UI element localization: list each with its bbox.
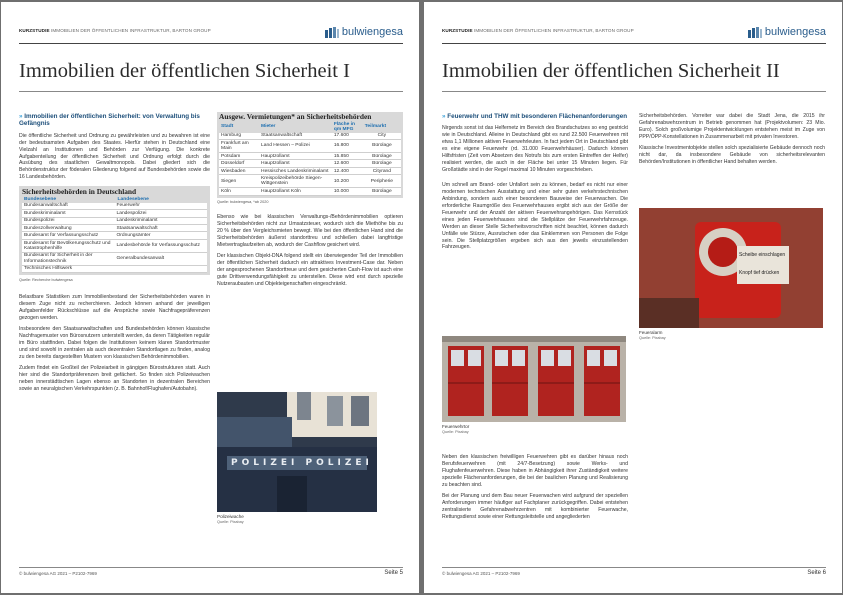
right-column	[639, 113, 825, 170]
table-source: Quelle: Recherche bulwiengesa	[19, 278, 73, 283]
logo-mark-icon	[748, 27, 762, 38]
table-row	[219, 152, 401, 159]
table-cell: City	[363, 133, 401, 140]
left-column-lower	[442, 454, 628, 525]
page-right	[424, 2, 842, 593]
logo-mark-icon	[325, 27, 339, 38]
table-cell: 12.600	[332, 160, 363, 167]
table-header: Fläche in qm MFG	[333, 121, 356, 132]
left-column	[442, 113, 628, 256]
table-cell: 15.850	[332, 152, 363, 159]
title-rule	[442, 91, 826, 92]
table-cell: Potsdam	[219, 152, 259, 159]
table-row	[219, 140, 401, 153]
table-header: Bundesebene	[24, 196, 57, 202]
table-row	[219, 133, 401, 140]
table-cell: Feuerwehr	[115, 203, 208, 210]
table-row	[219, 175, 401, 188]
table-cell: Bürolage	[363, 160, 401, 167]
table-cell: Land Hessen – Polizei	[259, 140, 332, 153]
police-station-photo	[217, 392, 377, 512]
authorities-table	[19, 186, 210, 275]
table-cell: Staatsanwaltschaft	[259, 133, 332, 140]
title-rule	[19, 91, 403, 92]
table-cell: Bundesamt für Sicherheit in der Informationstechnik	[22, 252, 115, 265]
table-cell	[115, 265, 208, 272]
table-header: Mieter	[261, 124, 276, 130]
table-cell: Wiesbaden	[219, 167, 259, 174]
table-source: Quelle: bulwiengesa, *ab 2020	[217, 200, 269, 205]
photo-caption: Feuerwehrtor Quelle: Pixabay	[442, 424, 470, 434]
paragraph: Zudem findet ein Großteil der Polizeiarbeit in gängigen Bürostrukturen statt. Auch hier sind die Standortpräferenzen breit gefächert. So finden sich Polizeiwachen neben innerstädtischen Lagen ebenso an Standorten in dezentralen Bereichen sowie an neuralgischen Verkehrspunkten (z. B. Bahnhof/Flughafen/Autobahn).	[19, 365, 210, 392]
paragraph: Belastbare Statistiken zum Immobilienbestand der Sicherheitsbehörden waren in diesem Zuge nicht zu recherchieren. Jedoch können anhand der jeweiligen Aufgabenfelder Rückschlüsse auf die Ansprüche sowie Nachfragepräferenzen gezogen werden.	[19, 293, 210, 321]
paragraph: Insbesondere den Staatsanwaltschaften und Bundesbehörden können klassische Nachfragemuster von Bürosnutzern unterstellt werden, da deren Tätigkeiten regulär im Büro stattfinden. Dabei folgen die Institutionen keinem klaren Standortmuster und sind sowohl in zentralen als auch dezentralen Standortlagen zu finden, analog zu den bereits dargestellten Mustern von klassischen Behördenimmobilien.	[19, 326, 210, 360]
table-row	[22, 232, 207, 239]
table-cell: Hauptzollamt	[259, 160, 332, 167]
table-cell: Hamburg	[219, 133, 259, 140]
fire-station-photo	[442, 336, 626, 422]
page-title: Immobilien der öffentlichen Sicherheit I	[19, 60, 350, 82]
page-number: Seite 6	[807, 570, 826, 576]
table-cell: 10.200	[332, 175, 363, 188]
alarm-label-bottom: Knopf tief drücken	[739, 270, 780, 276]
rentals-table	[217, 112, 403, 198]
fire-alarm-photo	[639, 208, 823, 328]
paragraph: Der klassischen Objekt-DNA folgend stellt ein überwiegender Teil der Immobilien der öffentlichen Sicherheit dadurch ein attraktives Investment-Case dar. Neben der angesprochenen Standorttreue und dem gesicherten Cash-Flow ist auch eine gute Drittverwendungsfähigkeit zu unterstellen. Diese wird erst durch spezielle Nutzeraubauten und Objekteigenschaften eingeschränkt.	[217, 253, 403, 287]
table-row	[22, 217, 207, 224]
table-cell: Landeskriminalamt	[115, 217, 208, 224]
section-heading: » Immobilien der öffentlichen Sicherheit: von Verwaltung bis Gefängnis	[19, 113, 200, 128]
left-column	[19, 113, 210, 397]
table-row	[22, 252, 207, 265]
table-title: Ausgew. Vermietungen* an Sicherheitsbehörden	[219, 112, 372, 121]
table-cell: Generalbundesanwalt	[115, 252, 208, 265]
table-header: Stadt	[221, 124, 234, 130]
table-cell: Kreispolizeibehörde Siegen-Wittgenstein	[259, 175, 332, 188]
page-left	[1, 2, 419, 593]
table-row	[22, 239, 207, 252]
right-column	[217, 112, 403, 292]
table-row	[22, 265, 207, 272]
alarm-label-top: Scheibe einschlagen	[739, 252, 786, 258]
paragraph: Sicherheitsbehörden. Vorreiter war dabei die Stadt Jena, die 2015 ihr Gefahrenabwehrzentrum in Betrieb genommen hat (Projektvolumen: 23 Mio. Euro). Solch großvolumige Projektentwicklungen entstehen meist im Zuge von PPP/ÖPP-Konstellationen in Zusammenarbeit mit privaten Investoren.	[639, 113, 825, 140]
table-cell: Bürolage	[363, 188, 401, 195]
table-cell: Siegen	[219, 175, 259, 188]
table-cell: Bundeszollverwaltung	[22, 225, 115, 232]
table-cell: 17.600	[332, 133, 363, 140]
table-cell: Hessisches Landeskriminalamt	[259, 167, 332, 174]
table-cell: Bürolage	[363, 152, 401, 159]
footer-copyright: © bulwiengesa AG 2021 – P2102-7969	[442, 571, 520, 576]
table-cell: Bürolage	[363, 140, 401, 153]
page-title: Immobilien der öffentlichen Sicherheit II	[442, 60, 780, 82]
table-cell: Bundesamt für Bevölkerungsschutz und Katastrophenhilfe	[22, 239, 115, 252]
table-header: Landesebene	[117, 196, 149, 202]
section-heading: » Feuerwehr und THW mit besonderen Flächenanforderungen	[442, 113, 628, 120]
photo-caption: Polizeiwache Quelle: Pixabay	[217, 514, 244, 524]
footer-rule	[19, 567, 403, 568]
paragraph: Bei der Planung und dem Bau neuer Feuerwachen wird aufgrund der speziellen Anforderungen immer häufiger auf Fachplaner zurückgegriffen. Dabei entstehen zentralisierte Gefahrenabwehrzentren mit kombinierter Feuerwache, Rettungsdienst sowie einer Rettungsleitstelle und angegliederten	[442, 493, 628, 520]
table-cell: Bundespolizei	[22, 217, 115, 224]
table-cell: Landesbehörde für Verfassungsschutz	[115, 239, 208, 252]
footer-rule	[442, 567, 826, 568]
photo-caption: Feueralarm Quelle: Pixabay	[639, 330, 666, 340]
table-cell: Düsseldorf	[219, 160, 259, 167]
table-row	[22, 225, 207, 232]
table-cell: Bundeskriminalamt	[22, 210, 115, 217]
table-cell: Köln	[219, 188, 259, 195]
header-kicker: KURZSTUDIE IMMOBILIEN DER ÖFFENTLICHEN INFRASTRUKTUR, BARTON GROUP	[19, 28, 211, 33]
table-cell: Landespolizei	[115, 210, 208, 217]
table-cell: Bundesamt für Verfassungsschutz	[22, 232, 115, 239]
table-cell: Cityrand	[363, 167, 401, 174]
table-cell: Ordnungsämter	[115, 232, 208, 239]
table-header: Teilmarkt	[364, 124, 387, 130]
paragraph: Nirgends sonst ist das Helfernetz im Bereich des Brandschutzes so eng gestrickt wie in Deutschland. Alleine in Deutschland gibt es rund 22.500 Feuerwehren mit etwa 1,1 Millionen aktiven Feuerwehrleuten. In fact jedem Ort in Deutschland gibt es eine eigene Feuerwehr (rd. 31.000 Feuerwehrhäuser). Dadurch können Hilfsfristen (Zeit vom Absetzen des Notrufs bis zum ersten Eintreffen der Helfer) realisiert werden, die auch in der Fläche bei unter 15 Minuten liegen. Für Großstädte sind in der Regel maximal 10 Minuten vorgeschrieben.	[442, 125, 628, 173]
paragraph: Die öffentliche Sicherheit und Ordnung zu gewährleisten und zu bewahren ist eine der bedeutsamsten Aufgaben des Staates. Hierfür stehen in Deutschland eine Vielzahl an Institutionen und Behörden zur Verfügung. Die konkrete Aufgabenteilung der öffentlichen Sicherheit und Ordnung erfolgt durch die Ausübung des staatlichen Gewaltmonopols. Dabei gliedert sich die Behördenstruktur der föderalen Gliederung folgend auf Bundesbehörden sowie die 16 Landesbehörden.	[19, 132, 210, 181]
table-cell: 12.400	[332, 167, 363, 174]
table-row	[219, 167, 401, 174]
table-cell: Frankfurt am Main	[219, 140, 259, 153]
paragraph: Klassische Investmentobjekte stellen solch spezialisierte Gebäude dennoch noch nicht dar, da insbesondere Gebäude von sicherheitsrelevanten Behörden/Institutionen in öffentlicher Hand behalten werden.	[639, 145, 825, 165]
header-rule	[19, 43, 403, 44]
table-cell: Hauptzollamt	[259, 152, 332, 159]
table-title: Sicherheitsbehörden in Deutschland	[22, 187, 137, 197]
table-cell: 16.800	[332, 140, 363, 153]
paragraph: Ebenso wie bei klassischen Verwaltungs-/Behördenimmobilien optieren Sicherheitsbehörden nicht zur Umsatzsteuer, wodurch sich die Miethöhe bis zu 20 % über den Vergleichsmieten bewegt. Wie bei den öffentlichen Hand sind die Sicherheitsbehörden äußerst standorttreu und schließen dabei langfristige Mietvertraglaufzeiten ab, wodurch der Cashflow gesichert wird.	[217, 214, 403, 248]
table-cell: Bundesanwaltschaft	[22, 203, 115, 210]
header-rule	[442, 43, 826, 44]
police-sign-text: POLIZEI POLIZEI	[231, 458, 373, 468]
header-kicker: KURZSTUDIE IMMOBILIEN DER ÖFFENTLICHEN INFRASTRUKTUR, BARTON GROUP	[442, 28, 634, 33]
table-cell: Staatsanwaltschaft	[115, 225, 208, 232]
paragraph: Um schnell am Brand- oder Unfallort sein zu können, bedarf es nicht nur einer modernen technischen Ausstattung und einer sehr guten verkehrstechnischen Anbindung, sondern auch einer besonderen Bauweise der Feuerwachen. Die erforderliche Raumgröße des Feuerwehrhauses ergibt sich aus der Größe der Feuerwehr und der Anzahl der aktiven Feuerwehrangehörigen. Das Kernstück eines jeden Feuerwehrhauses sind die Stellplätze der Feuerwehrfahrzeuge. Werden an dieser Stelle Sicherheitsvorschriften nicht beachtet, können dadurch Unfälle wie Stürze, Ausrutschen oder das Einklemmen von Personen die Folge sein. Die Stellplatzgrößen ergeben sich aus den jeweils einzustellenden Fahrzeugen.	[442, 182, 628, 251]
paragraph: Neben den klassischen freiwilligen Feuerwehren gibt es darüber hinaus noch Berufsfeuerwehren (mit 24/7-Besetzung) sowie Werks- und Flughafenfeuerwehren. Diese haben in Abhängigkeit ihrer Zuständigkeit weitere spezielle Flächenanforderungen, die bei der baulichen Planung und Realisierung zu beachten sind.	[442, 454, 628, 488]
table-row	[22, 203, 207, 210]
bulwiengesa-logo: bulwiengesa	[748, 26, 826, 38]
table-cell: Hauptzollamt Köln	[259, 188, 332, 195]
table-row	[22, 210, 207, 217]
footer-copyright: © bulwiengesa AG 2021 – P2102-7969	[19, 571, 97, 576]
bulwiengesa-logo: bulwiengesa	[325, 26, 403, 38]
table-cell: Technisches Hilfswerk	[22, 265, 115, 272]
table-cell: 10.000	[332, 188, 363, 195]
table-row	[219, 160, 401, 167]
page-number: Seite 5	[384, 570, 403, 576]
table-cell: Peripherie	[363, 175, 401, 188]
table-row	[219, 188, 401, 195]
